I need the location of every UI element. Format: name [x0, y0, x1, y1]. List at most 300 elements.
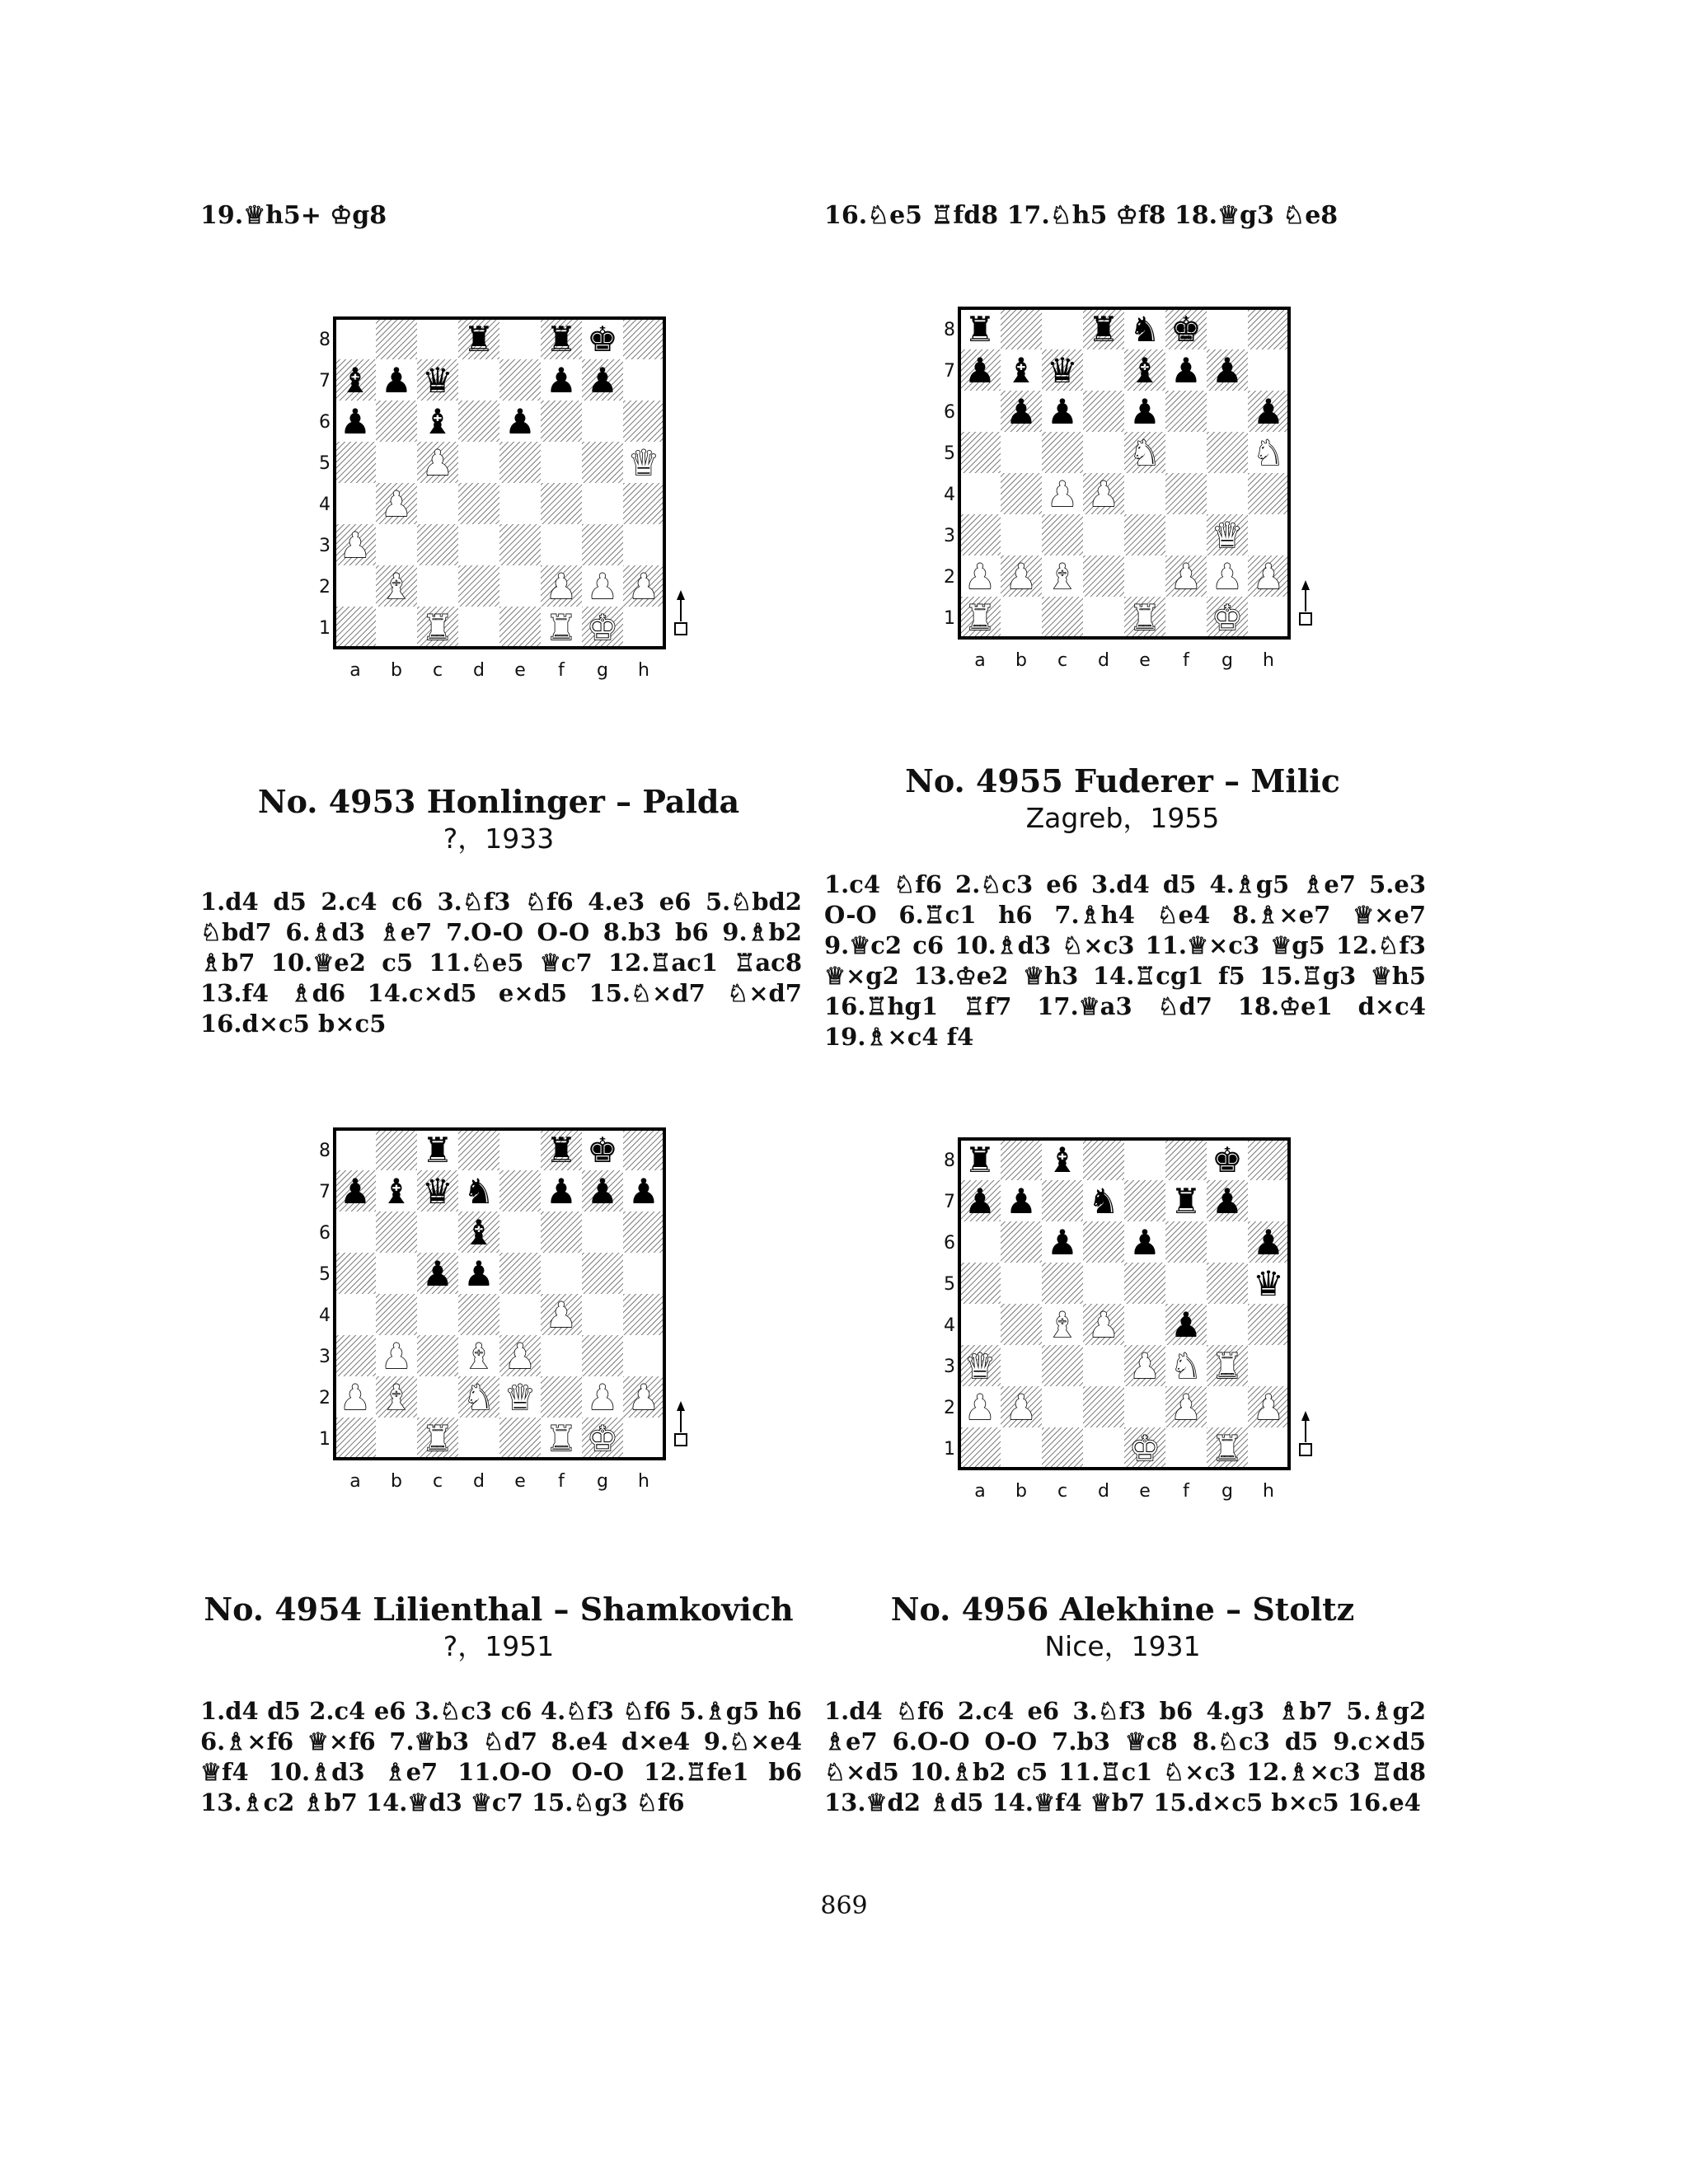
- square-e8: [1124, 1139, 1165, 1180]
- black-queen-icon: ♛: [1047, 350, 1078, 391]
- white-rook-icon: ♜: [546, 1418, 577, 1459]
- square-c2: [1042, 1386, 1083, 1427]
- rank-label: 8: [944, 320, 955, 340]
- square-b1: [376, 607, 417, 648]
- square-d1: [458, 1418, 499, 1459]
- square-d1: [1083, 597, 1124, 638]
- white-pawn-icon: ♟: [1253, 1387, 1284, 1427]
- square-e7: [499, 359, 541, 401]
- square-a1: [335, 1418, 376, 1459]
- rank-label: 7: [319, 371, 331, 391]
- square-e2: [499, 565, 541, 607]
- white-queen-icon: ♛: [504, 1377, 536, 1418]
- white-bishop-icon: ♝: [1047, 1305, 1078, 1345]
- square-d6: [1083, 1221, 1124, 1263]
- game-title: No. 4955 Fuderer – Milic: [905, 762, 1340, 799]
- square-g5: [582, 442, 623, 483]
- black-king-icon: ♚: [587, 319, 618, 359]
- white-pawn-icon: ♟: [504, 1336, 536, 1376]
- black-pawn-icon: ♟: [1006, 391, 1037, 432]
- square-f6: [1165, 391, 1207, 432]
- square-g8: [1207, 308, 1248, 349]
- file-label: f: [1183, 650, 1189, 671]
- square-g6: [1207, 1221, 1248, 1263]
- black-pawn-icon: ♟: [340, 1171, 371, 1212]
- white-pawn-icon: ♟: [1047, 474, 1078, 514]
- white-pawn-icon: ♟: [1088, 1305, 1119, 1345]
- square-d3: [1083, 1345, 1124, 1386]
- square-c8: [1042, 308, 1083, 349]
- black-knight-icon: ♞: [1129, 309, 1160, 349]
- square-c7: [1042, 1180, 1083, 1221]
- white-bishop-icon: ♝: [381, 566, 412, 607]
- square-c5: [1042, 1263, 1083, 1304]
- game-title: No. 4956 Alekhine – Stoltz: [890, 1591, 1355, 1628]
- rank-label: 8: [944, 1151, 955, 1171]
- square-d2: [1083, 555, 1124, 597]
- square-e8: [499, 318, 541, 359]
- white-pawn-icon: ♟: [546, 566, 577, 607]
- rank-label: 3: [319, 1347, 331, 1367]
- rank-label: 2: [319, 577, 331, 598]
- white-king-icon: ♚: [587, 607, 618, 648]
- square-a6: [959, 391, 1001, 432]
- square-a4: [959, 1304, 1001, 1345]
- square-f6: [1165, 1221, 1207, 1263]
- square-a5: [335, 1253, 376, 1294]
- square-e5: [499, 442, 541, 483]
- square-f3: [541, 524, 582, 565]
- square-d4: [458, 1294, 499, 1335]
- white-bishop-icon: ♝: [463, 1336, 495, 1376]
- square-e1: [499, 1418, 541, 1459]
- square-e5: [499, 1253, 541, 1294]
- rank-label: 2: [319, 1388, 331, 1408]
- white-knight-icon: ♞: [1129, 433, 1160, 473]
- square-c3: [1042, 1345, 1083, 1386]
- square-a4: [335, 483, 376, 524]
- game-header-4956: [809, 1591, 1436, 1665]
- white-pawn-icon: ♟: [964, 556, 996, 597]
- square-h5: [623, 1253, 664, 1294]
- file-label: c: [1057, 1481, 1068, 1502]
- black-queen-icon: ♛: [1253, 1263, 1284, 1304]
- black-queen-icon: ♛: [422, 1171, 453, 1212]
- game-moves-4953: 1.d4 d5 2.c4 c6 3.♘f3 ♘f6 4.e3 e6 5.♘bd2 ♘bd7 6.♗d3 ♗e7 7.O-O O-O 8.b3 b6 9.♗b2 ♗b7 10.♕e2 c5 11.♘e5 ♕c7 12.♖ac1 ♖ac8 13.f4 ♗d6 14.c×d5 e×d5 15.♘×d7 ♘×d7 16.d×c5 b×c5: [200, 888, 802, 1038]
- game-header-4955: [809, 762, 1436, 837]
- rank-label: 1: [944, 608, 955, 629]
- black-pawn-icon: ♟: [1253, 1222, 1284, 1263]
- square-e5: [1124, 1263, 1165, 1304]
- white-knight-icon: ♞: [1170, 1346, 1202, 1386]
- square-a6: [959, 1221, 1001, 1263]
- file-label: c: [1057, 650, 1068, 671]
- file-label: h: [1263, 650, 1274, 671]
- square-c4: [417, 1294, 458, 1335]
- square-g4: [582, 1294, 623, 1335]
- game-header-4954: [185, 1591, 812, 1665]
- file-label: h: [1263, 1481, 1274, 1502]
- square-c8: [417, 318, 458, 359]
- square-c6: [417, 1212, 458, 1253]
- rank-label: 3: [944, 526, 955, 546]
- board-svg: [310, 313, 689, 692]
- square-d7: [1083, 349, 1124, 391]
- white-pawn-icon: ♟: [546, 1295, 577, 1335]
- rank-label: 6: [319, 1223, 331, 1244]
- square-f5: [1165, 432, 1207, 473]
- rank-label: 2: [944, 567, 955, 588]
- square-a3: [959, 514, 1001, 555]
- black-pawn-icon: ♟: [1006, 1181, 1037, 1221]
- square-h6: [623, 401, 664, 442]
- square-g6: [1207, 391, 1248, 432]
- black-king-icon: ♚: [1170, 309, 1202, 349]
- square-a5: [959, 432, 1001, 473]
- square-b1: [1001, 597, 1042, 638]
- square-f5: [541, 442, 582, 483]
- white-pawn-icon: ♟: [587, 566, 618, 607]
- white-rook-icon: ♜: [422, 607, 453, 648]
- square-h8: [623, 1129, 664, 1170]
- white-pawn-icon: ♟: [340, 525, 371, 565]
- black-pawn-icon: ♟: [463, 1254, 495, 1294]
- file-label: a: [974, 1481, 986, 1502]
- square-e7: [1124, 1180, 1165, 1221]
- square-g5: [1207, 432, 1248, 473]
- square-e8: [499, 1129, 541, 1170]
- file-label: f: [1183, 1481, 1189, 1502]
- square-h4: [623, 1294, 664, 1335]
- board-svg: [935, 1134, 1314, 1513]
- rank-label: 4: [944, 485, 955, 505]
- black-bishop-icon: ♝: [422, 401, 453, 442]
- rank-label: 4: [319, 494, 331, 515]
- game-title: No. 4954 Lilienthal – Shamkovich: [204, 1591, 794, 1628]
- square-e4: [1124, 1304, 1165, 1345]
- square-g2: [1207, 1386, 1248, 1427]
- square-b8: [1001, 1139, 1042, 1180]
- file-label: f: [558, 660, 565, 681]
- square-g6: [582, 401, 623, 442]
- black-bishop-icon: ♝: [1047, 1140, 1078, 1180]
- square-d6: [458, 401, 499, 442]
- black-king-icon: ♚: [1212, 1140, 1243, 1180]
- black-pawn-icon: ♟: [628, 1171, 659, 1212]
- black-pawn-icon: ♟: [1047, 391, 1078, 432]
- rank-label: 3: [944, 1357, 955, 1377]
- game-moves-4954: 1.d4 d5 2.c4 e6 3.♘c3 c6 4.♘f3 ♘f6 5.♗g5 h6 6.♗×f6 ♕×f6 7.♕b3 ♘d7 8.e4 d×e4 9.♘×e4 ♕f4 10.♗d3 ♗e7 11.O-O O-O 12.♖fe1 b6 13.♗c2 ♗b7 14.♕d3 ♕c7 15.♘g3 ♘f6: [200, 1697, 802, 1816]
- file-label: b: [1015, 650, 1027, 671]
- square-h7: [623, 359, 664, 401]
- file-label: c: [432, 1471, 443, 1492]
- square-h1: [1248, 597, 1289, 638]
- black-pawn-icon: ♟: [1047, 1222, 1078, 1263]
- file-label: d: [1098, 1481, 1109, 1502]
- black-pawn-icon: ♟: [1212, 1181, 1243, 1221]
- square-d3: [1083, 514, 1124, 555]
- chess-diagram-4956: [935, 1134, 1314, 1513]
- square-h3: [1248, 514, 1289, 555]
- square-c2: [417, 565, 458, 607]
- square-c5: [1042, 432, 1083, 473]
- black-knight-icon: ♞: [463, 1171, 495, 1212]
- black-bishop-icon: ♝: [340, 360, 371, 401]
- square-f2: [541, 1376, 582, 1418]
- white-queen-icon: ♛: [1212, 515, 1243, 555]
- square-f1: [1165, 1427, 1207, 1469]
- game-event: Zagreb，1955: [1025, 802, 1220, 834]
- square-e2: [1124, 1386, 1165, 1427]
- black-pawn-icon: ♟: [1253, 391, 1284, 432]
- square-b8: [376, 1129, 417, 1170]
- black-rook-icon: ♜: [1170, 1181, 1202, 1221]
- square-f5: [1165, 1263, 1207, 1304]
- file-label: a: [349, 1471, 361, 1492]
- white-pawn-icon: ♟: [1212, 556, 1243, 597]
- black-pawn-icon: ♟: [587, 1171, 618, 1212]
- white-pawn-icon: ♟: [1006, 556, 1037, 597]
- game-moves-4955: 1.c4 ♘f6 2.♘c3 e6 3.d4 d5 4.♗g5 ♗e7 5.e3 O-O 6.♖c1 h6 7.♗h4 ♘e4 8.♗×e7 ♕×e7 9.♕c2 c6 10.♗d3 ♘×c3 11.♕×c3 ♕g5 12.♘f3 ♕×g2 13.♔e2 ♕h3 14.♖cg1 f5 15.♖g3 ♕h5 16.♖hg1 ♖f7 17.♕a3 ♘d7 18.♔e1 d×c4 19.♗×c4 f4: [824, 870, 1426, 1051]
- square-c1: [1042, 597, 1083, 638]
- black-pawn-icon: ♟: [504, 401, 536, 442]
- square-f3: [1165, 514, 1207, 555]
- white-king-icon: ♚: [587, 1418, 618, 1459]
- square-a8: [335, 318, 376, 359]
- rank-label: 5: [944, 1274, 955, 1295]
- black-pawn-icon: ♟: [587, 360, 618, 401]
- white-knight-icon: ♞: [1253, 433, 1284, 473]
- square-d8: [458, 1129, 499, 1170]
- file-label: h: [638, 1471, 649, 1492]
- white-queen-icon: ♛: [628, 443, 659, 483]
- square-g4: [582, 483, 623, 524]
- white-king-icon: ♚: [1212, 598, 1243, 638]
- black-pawn-icon: ♟: [1129, 1222, 1160, 1263]
- square-f8: [1165, 1139, 1207, 1180]
- rank-label: 7: [319, 1182, 331, 1202]
- rank-label: 5: [319, 453, 331, 474]
- square-a4: [335, 1294, 376, 1335]
- square-c4: [417, 483, 458, 524]
- black-pawn-icon: ♟: [546, 360, 577, 401]
- square-b8: [1001, 308, 1042, 349]
- square-g4: [1207, 473, 1248, 514]
- black-bishop-icon: ♝: [1006, 350, 1037, 391]
- square-c2: [417, 1376, 458, 1418]
- square-h8: [623, 318, 664, 359]
- white-rook-icon: ♜: [964, 598, 996, 638]
- square-e3: [499, 524, 541, 565]
- square-h3: [1248, 1345, 1289, 1386]
- square-g3: [582, 1335, 623, 1376]
- file-label: b: [1015, 1481, 1027, 1502]
- square-a1: [335, 607, 376, 648]
- white-to-move-icon: [1300, 1411, 1311, 1455]
- white-pawn-icon: ♟: [964, 1387, 996, 1427]
- square-h8: [1248, 1139, 1289, 1180]
- square-c3: [417, 524, 458, 565]
- black-rook-icon: ♜: [463, 319, 495, 359]
- rank-label: 7: [944, 1192, 955, 1212]
- black-pawn-icon: ♟: [1212, 350, 1243, 391]
- white-bishop-icon: ♝: [381, 1377, 412, 1418]
- file-label: a: [349, 660, 361, 681]
- rank-label: 6: [944, 402, 955, 423]
- white-knight-icon: ♞: [463, 1377, 495, 1418]
- black-pawn-icon: ♟: [1170, 350, 1202, 391]
- square-a5: [959, 1263, 1001, 1304]
- rank-label: 4: [944, 1315, 955, 1336]
- black-rook-icon: ♜: [546, 1130, 577, 1170]
- white-pawn-icon: ♟: [381, 484, 412, 524]
- square-d1: [1083, 1427, 1124, 1469]
- white-queen-icon: ♛: [964, 1346, 996, 1386]
- square-h1: [623, 607, 664, 648]
- file-label: b: [391, 1471, 402, 1492]
- white-rook-icon: ♜: [1129, 598, 1160, 638]
- square-a5: [335, 442, 376, 483]
- square-b3: [1001, 514, 1042, 555]
- black-pawn-icon: ♟: [422, 1254, 453, 1294]
- white-rook-icon: ♜: [1212, 1346, 1243, 1386]
- game-header-4953: [185, 783, 812, 857]
- file-label: g: [597, 660, 608, 681]
- chess-diagram-4953: [310, 313, 689, 692]
- file-label: b: [391, 660, 402, 681]
- file-label: c: [432, 660, 443, 681]
- square-d5: [1083, 1263, 1124, 1304]
- square-g4: [1207, 1304, 1248, 1345]
- square-a4: [959, 473, 1001, 514]
- square-h7: [1248, 349, 1289, 391]
- black-pawn-icon: ♟: [964, 1181, 996, 1221]
- file-label: e: [1139, 1481, 1151, 1502]
- square-f1: [1165, 597, 1207, 638]
- black-rook-icon: ♜: [964, 1140, 996, 1180]
- rank-label: 6: [319, 412, 331, 433]
- white-pawn-icon: ♟: [340, 1377, 371, 1418]
- square-h1: [1248, 1427, 1289, 1469]
- square-g5: [1207, 1263, 1248, 1304]
- square-b4: [1001, 473, 1042, 514]
- square-h4: [1248, 1304, 1289, 1345]
- square-h8: [1248, 308, 1289, 349]
- square-e2: [1124, 555, 1165, 597]
- rank-label: 8: [319, 1141, 331, 1161]
- black-bishop-icon: ♝: [1129, 350, 1160, 391]
- square-d4: [458, 483, 499, 524]
- square-b6: [376, 401, 417, 442]
- rank-label: 7: [944, 361, 955, 382]
- square-b5: [376, 442, 417, 483]
- square-f3: [541, 1335, 582, 1376]
- page-number: 869: [820, 1891, 868, 1920]
- rank-label: 2: [944, 1398, 955, 1418]
- white-bishop-icon: ♝: [1047, 556, 1078, 597]
- square-b4: [1001, 1304, 1042, 1345]
- square-d3: [458, 524, 499, 565]
- black-pawn-icon: ♟: [546, 1171, 577, 1212]
- white-pawn-icon: ♟: [587, 1377, 618, 1418]
- square-h4: [1248, 473, 1289, 514]
- square-f4: [541, 483, 582, 524]
- square-d2: [458, 565, 499, 607]
- square-e7: [499, 1170, 541, 1212]
- square-d5: [458, 442, 499, 483]
- rank-label: 1: [319, 618, 331, 639]
- square-a6: [335, 1212, 376, 1253]
- black-pawn-icon: ♟: [1129, 391, 1160, 432]
- square-g6: [582, 1212, 623, 1253]
- rank-label: 3: [319, 536, 331, 556]
- continuation-line-right: 16.♘e5 ♖fd8 17.♘h5 ♔f8 18.♕g3 ♘e8: [824, 201, 1339, 230]
- game-event: ?，1951: [443, 1630, 555, 1662]
- file-label: d: [1098, 650, 1109, 671]
- square-g5: [582, 1253, 623, 1294]
- square-f6: [541, 401, 582, 442]
- square-b1: [1001, 1427, 1042, 1469]
- square-h3: [623, 1335, 664, 1376]
- square-b8: [376, 318, 417, 359]
- square-f4: [1165, 473, 1207, 514]
- white-rook-icon: ♜: [422, 1418, 453, 1459]
- white-pawn-icon: ♟: [422, 443, 453, 483]
- white-pawn-icon: ♟: [1170, 556, 1202, 597]
- square-e1: [499, 607, 541, 648]
- game-title: No. 4953 Honlinger – Palda: [257, 783, 740, 820]
- square-d1: [458, 607, 499, 648]
- square-e3: [1124, 514, 1165, 555]
- rank-label: 5: [319, 1264, 331, 1285]
- white-pawn-icon: ♟: [1253, 556, 1284, 597]
- game-moves-4956: 1.d4 ♘f6 2.c4 e6 3.♘f3 b6 4.g3 ♗b7 5.♗g2 ♗e7 6.O-O O-O 7.b3 ♕c8 8.♘c3 d5 9.c×d5 ♘×d5 10.♗b2 c5 11.♖c1 ♘×c3 12.♗×c3 ♖d8 13.♕d2 ♗d5 14.♕f4 ♕b7 15.d×c5 b×c5 16.e4: [824, 1697, 1426, 1816]
- black-pawn-icon: ♟: [1170, 1305, 1202, 1345]
- square-b3: [1001, 1345, 1042, 1386]
- square-f6: [541, 1212, 582, 1253]
- white-to-move-icon: [675, 590, 687, 635]
- chess-diagram-4954: [310, 1124, 689, 1503]
- file-label: d: [473, 660, 485, 681]
- file-label: g: [597, 1471, 608, 1492]
- square-c3: [1042, 514, 1083, 555]
- square-d2: [1083, 1386, 1124, 1427]
- square-h6: [623, 1212, 664, 1253]
- black-queen-icon: ♛: [422, 360, 453, 401]
- square-b5: [376, 1253, 417, 1294]
- square-h4: [623, 483, 664, 524]
- square-e4: [499, 483, 541, 524]
- square-e6: [499, 1212, 541, 1253]
- white-pawn-icon: ♟: [1006, 1387, 1037, 1427]
- square-f5: [541, 1253, 582, 1294]
- black-pawn-icon: ♟: [381, 360, 412, 401]
- game-event: ?，1933: [443, 823, 555, 855]
- file-label: d: [473, 1471, 485, 1492]
- square-h7: [1248, 1180, 1289, 1221]
- file-label: h: [638, 660, 649, 681]
- white-rook-icon: ♜: [1212, 1428, 1243, 1469]
- square-e4: [1124, 473, 1165, 514]
- black-king-icon: ♚: [587, 1130, 618, 1170]
- white-to-move-icon: [1300, 580, 1311, 625]
- rank-label: 4: [319, 1305, 331, 1326]
- square-b6: [376, 1212, 417, 1253]
- black-rook-icon: ♜: [1088, 309, 1119, 349]
- square-d5: [1083, 432, 1124, 473]
- white-king-icon: ♚: [1129, 1428, 1160, 1469]
- black-pawn-icon: ♟: [964, 350, 996, 391]
